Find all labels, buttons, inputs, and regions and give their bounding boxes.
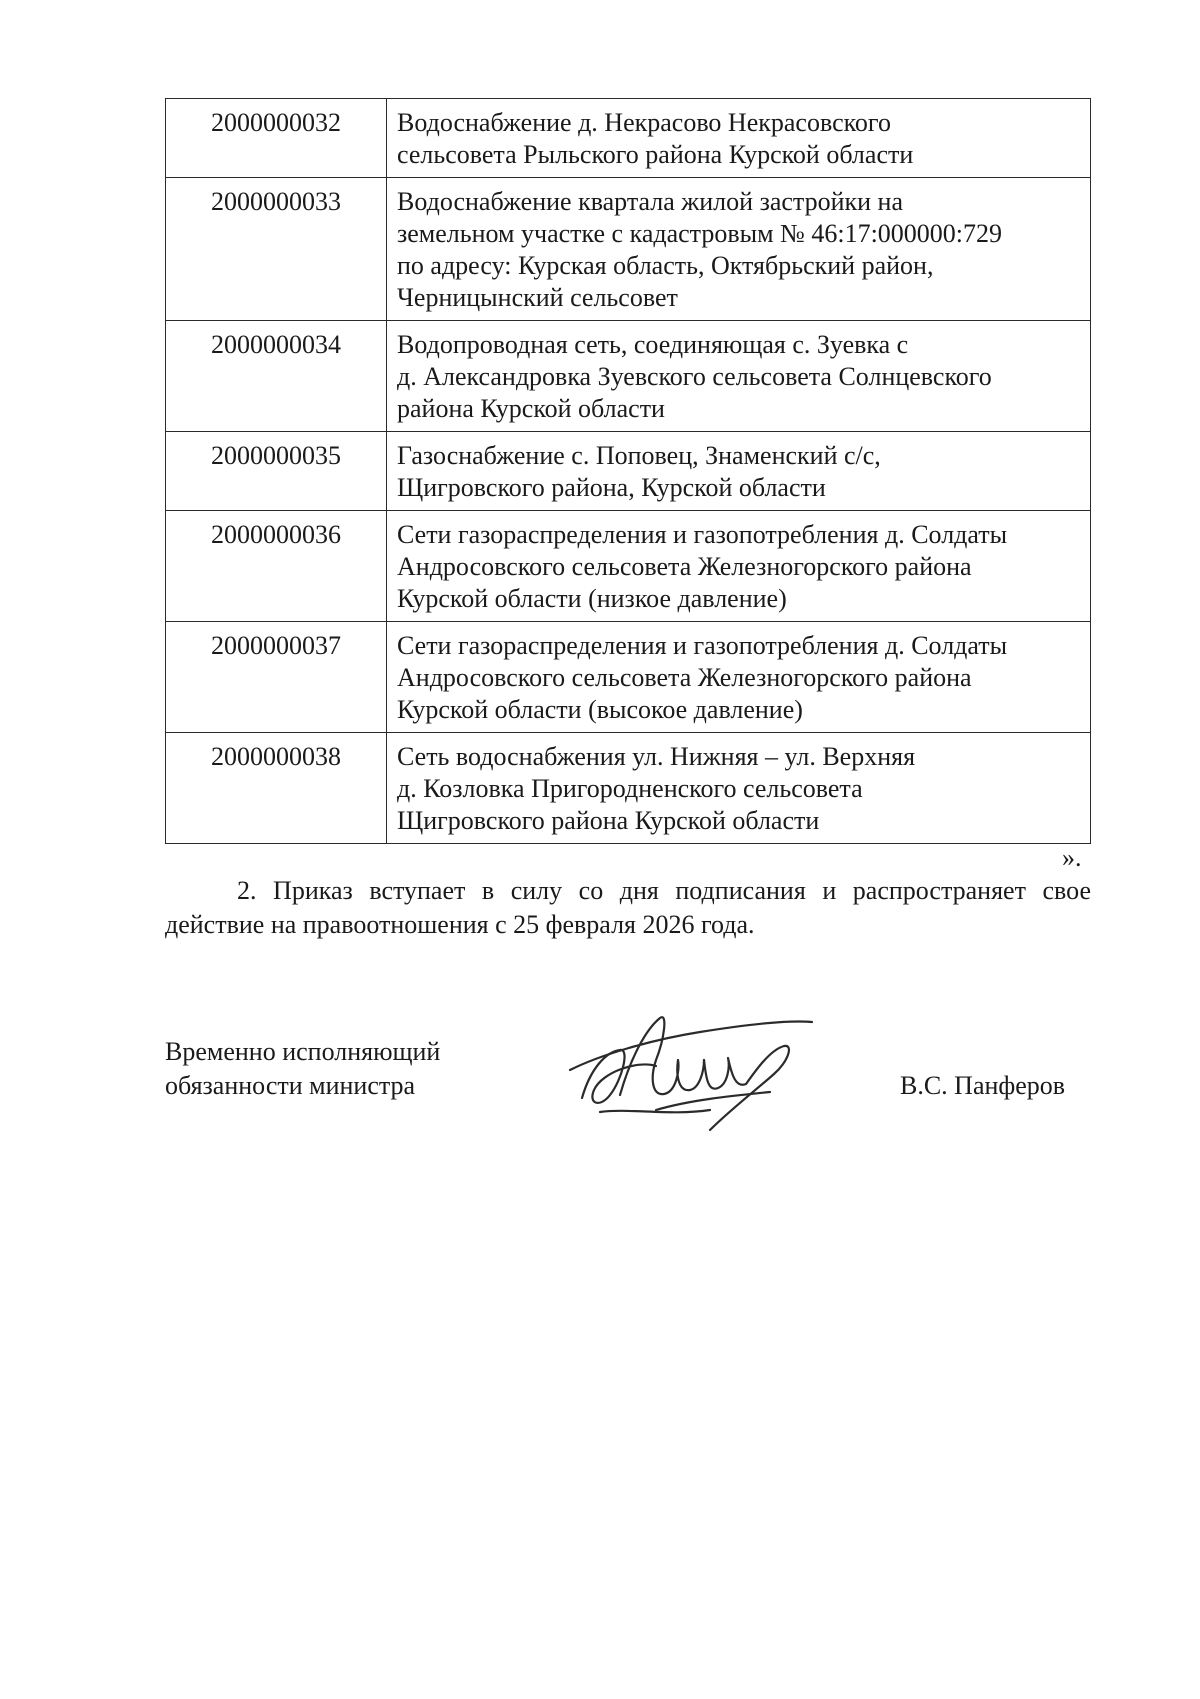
handwritten-signature bbox=[560, 1000, 820, 1140]
clause-2: 2. Приказ вступает в силу со дня подписания и распространяет свое действие на правоотношения с 25 февраля 2026 года. bbox=[165, 876, 1091, 939]
object-code: 2000000036 bbox=[166, 511, 387, 622]
table-row bbox=[166, 99, 1091, 178]
table-row bbox=[166, 178, 1091, 321]
object-code: 2000000035 bbox=[166, 432, 387, 511]
object-code: 2000000038 bbox=[166, 733, 387, 844]
object-description: Сети газораспределения и газопотребления д. Солдаты Андросовского сельсовета Железногорского района Курской области (высокое давление) bbox=[387, 622, 1091, 733]
closing-quote: ». bbox=[1062, 843, 1082, 872]
object-code: 2000000034 bbox=[166, 321, 387, 432]
object-description: Водопроводная сеть, соединяющая с. Зуевка с д. Александровка Зуевского сельсовета Солнцевского района Курской области bbox=[387, 321, 1091, 432]
object-description: Водоснабжение квартала жилой застройки на земельном участке с кадастровым № 46:17:000000:729 по адресу: Курская область, Октябрьский район, Черницынский сельсовет bbox=[387, 178, 1091, 321]
table-row bbox=[166, 733, 1091, 844]
object-code: 2000000033 bbox=[166, 178, 387, 321]
object-description: Водоснабжение д. Некрасово Некрасовского сельсовета Рыльского района Курской области bbox=[387, 99, 1091, 178]
object-description: Газоснабжение с. Поповец, Знаменский с/с, Щигровского района, Курской области bbox=[387, 432, 1091, 511]
object-code: 2000000032 bbox=[166, 99, 387, 178]
table-row bbox=[166, 511, 1091, 622]
table-row bbox=[166, 622, 1091, 733]
table-row bbox=[166, 321, 1091, 432]
signer-role: Временно исполняющий обязанности министра bbox=[165, 1037, 441, 1100]
object-description: Сеть водоснабжения ул. Нижняя – ул. Верхняя д. Козловка Пригородненского сельсовета Щигровского района Курской области bbox=[387, 733, 1091, 844]
object-description: Сети газораспределения и газопотребления д. Солдаты Андросовского сельсовета Железногорского района Курской области (низкое давление) bbox=[387, 511, 1091, 622]
table-row bbox=[166, 432, 1091, 511]
signer-name: В.С. Панферов bbox=[900, 1071, 1066, 1100]
object-code: 2000000037 bbox=[166, 622, 387, 733]
objects-table bbox=[165, 98, 1091, 844]
